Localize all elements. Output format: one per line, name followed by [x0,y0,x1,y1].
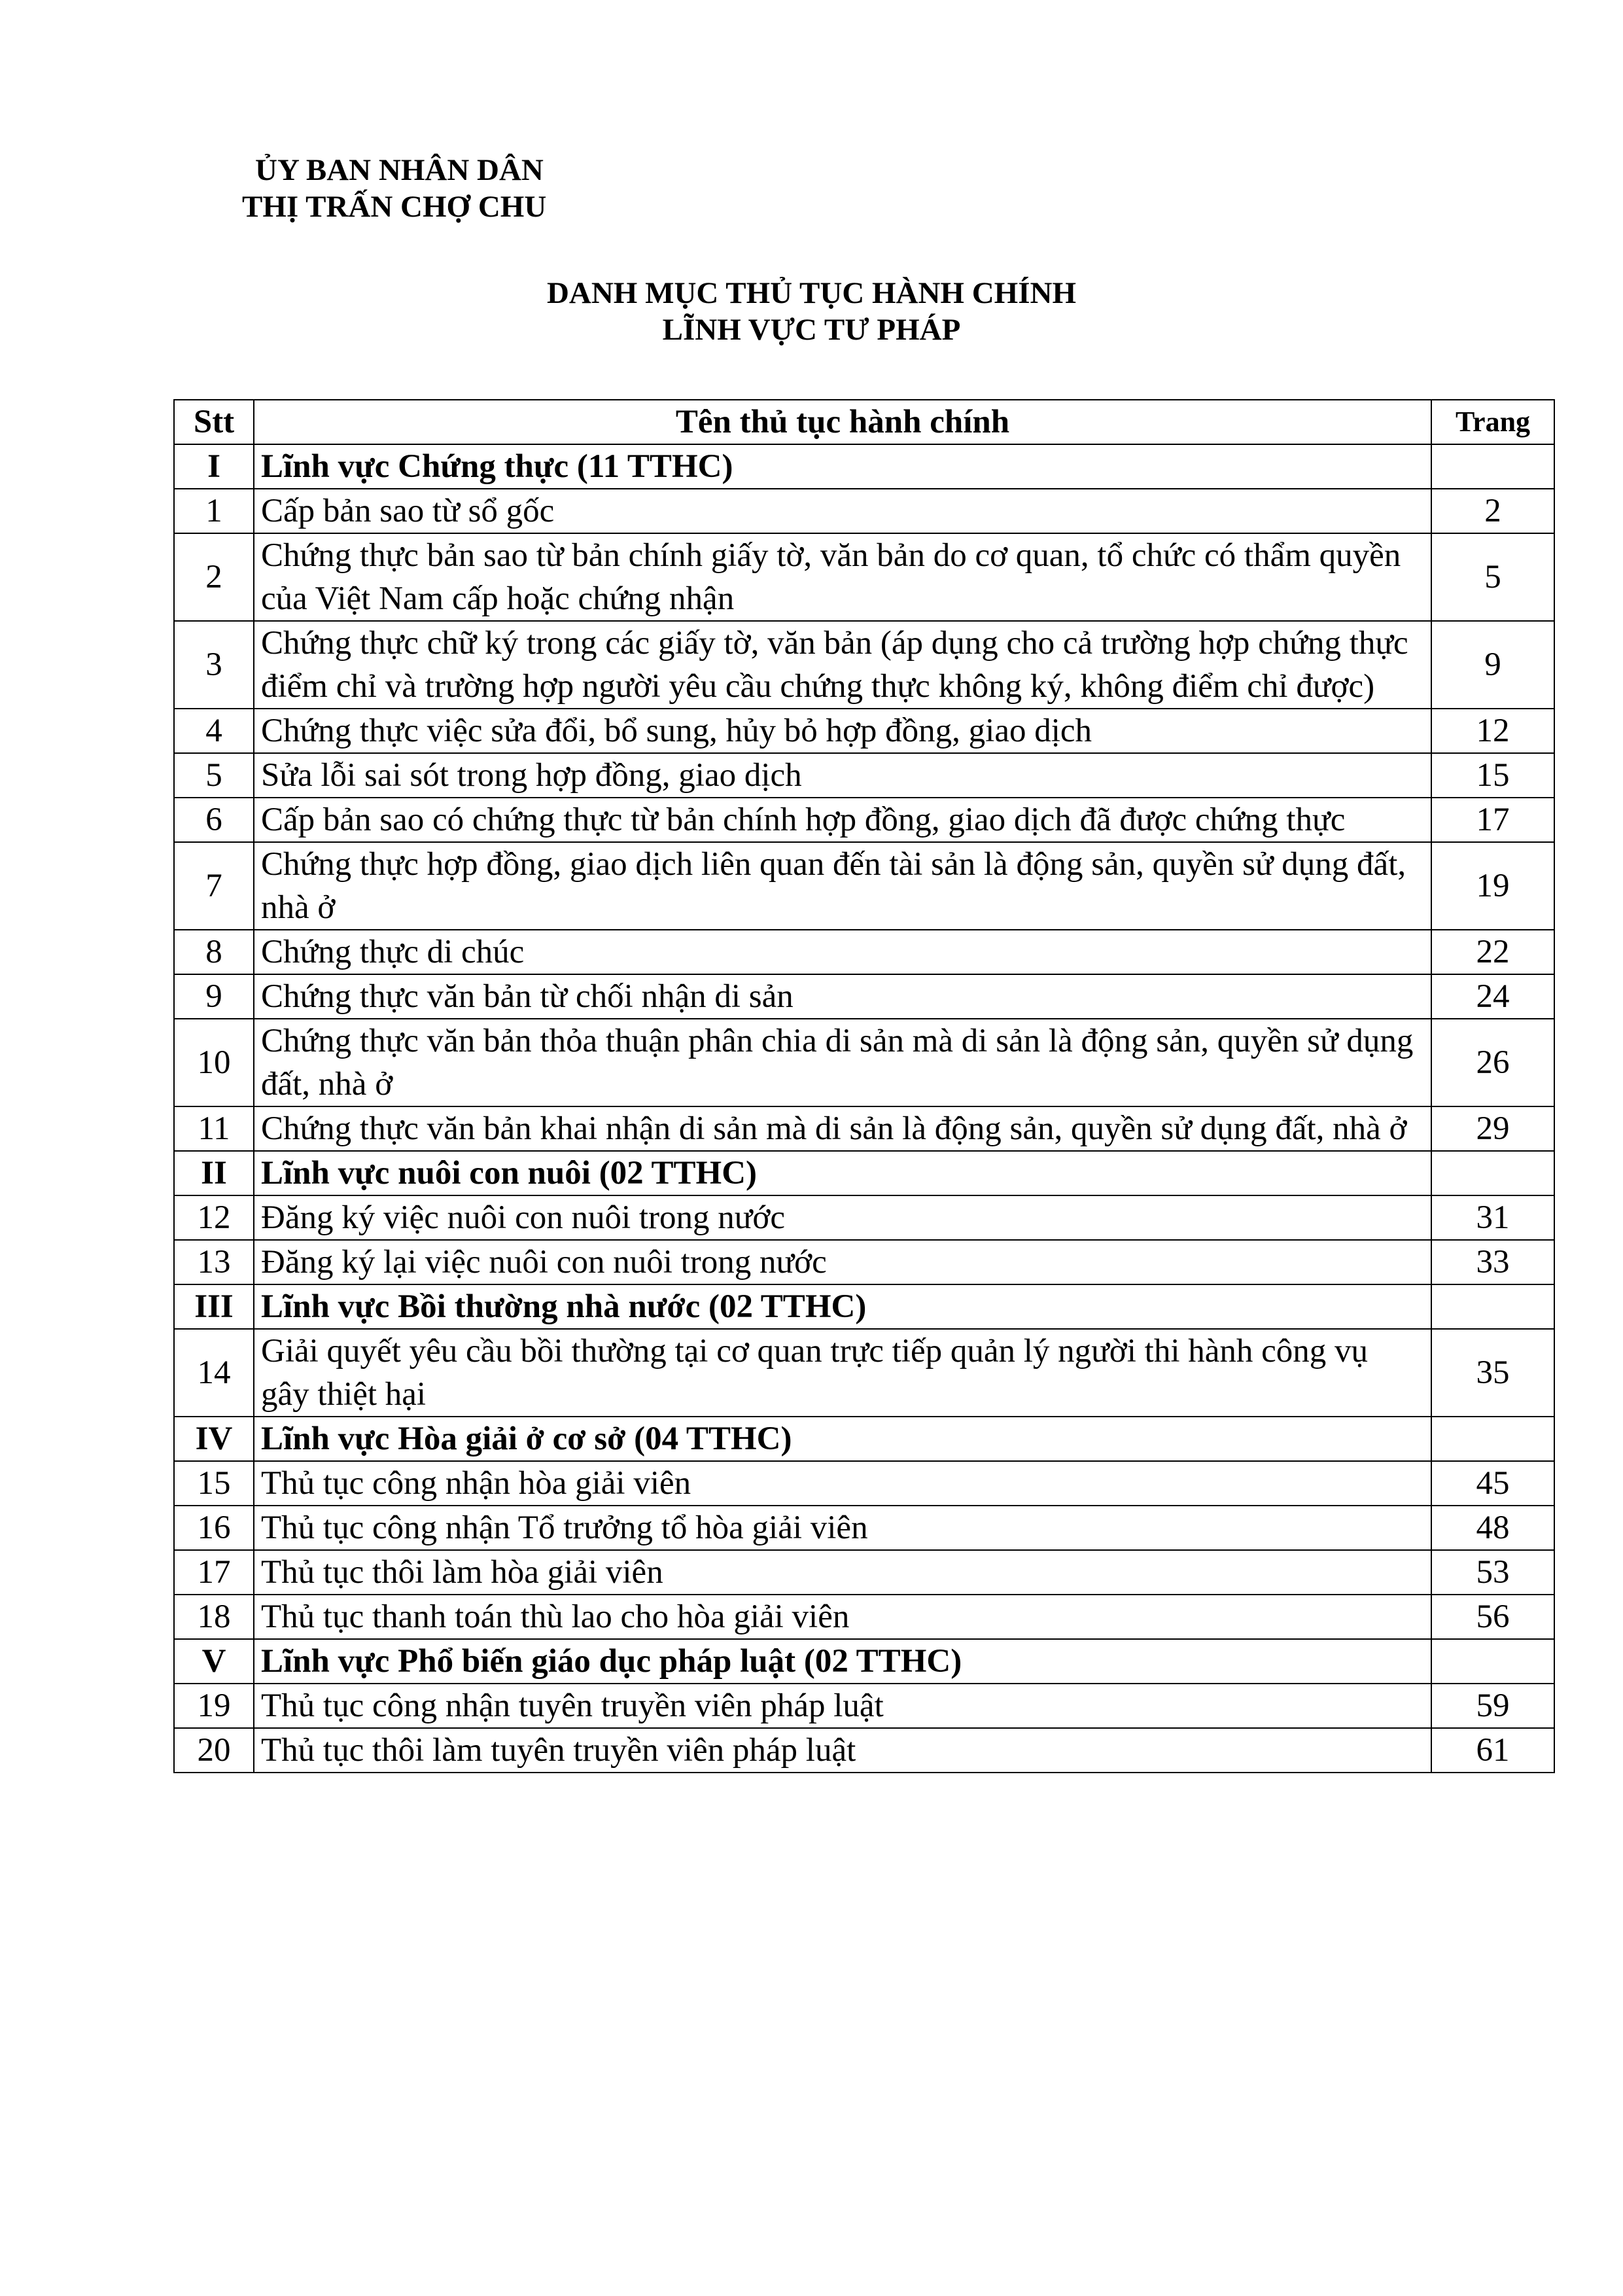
row-procedure-name: Chứng thực việc sửa đổi, bổ sung, hủy bỏ hợp đồng, giao dịch [254,709,1431,753]
table-body [174,444,1554,1773]
row-stt: V [174,1639,254,1684]
row-stt: 10 [174,1019,254,1106]
table-row [174,621,1554,709]
table-row [174,1240,1554,1284]
row-stt: 3 [174,621,254,709]
row-stt: 14 [174,1329,254,1417]
row-page: 48 [1431,1506,1554,1550]
table-row [174,1195,1554,1240]
row-procedure-name: Cấp bản sao từ sổ gốc [254,489,1431,533]
row-procedure-name: Thủ tục công nhận hòa giải viên [254,1461,1431,1506]
row-page: 19 [1431,842,1554,930]
section-row [174,1417,1554,1461]
row-stt: IV [174,1417,254,1461]
row-procedure-name: Chứng thực hợp đồng, giao dịch liên quan đến tài sản là động sản, quyền sử dụng đất, nhà ở [254,842,1431,930]
row-stt: 18 [174,1595,254,1639]
table-row [174,1019,1554,1106]
row-procedure-name: Chứng thực văn bản khai nhận di sản mà di sản là động sản, quyền sử dụng đất, nhà ở [254,1106,1431,1151]
row-stt: 20 [174,1728,254,1773]
table-row [174,1506,1554,1550]
table-row [174,1106,1554,1151]
row-procedure-name: Đăng ký lại việc nuôi con nuôi trong nước [254,1240,1431,1284]
row-page: 15 [1431,753,1554,798]
table-row [174,1550,1554,1595]
row-procedure-name: Chứng thực văn bản thỏa thuận phân chia di sản mà di sản là động sản, quyền sử dụng đất, nhà ở [254,1019,1431,1106]
row-stt: 15 [174,1461,254,1506]
row-page: 12 [1431,709,1554,753]
row-procedure-name: Chứng thực bản sao từ bản chính giấy tờ, văn bản do cơ quan, tổ chức có thẩm quyền của Việt Nam cấp hoặc chứng nhận [254,533,1431,621]
row-stt: 13 [174,1240,254,1284]
row-procedure-name: Lĩnh vực Bồi thường nhà nước (02 TTHC) [254,1284,1431,1329]
table-row [174,1329,1554,1417]
row-page: 17 [1431,798,1554,842]
row-page [1431,1639,1554,1684]
row-stt: 17 [174,1550,254,1595]
header-page: Trang [1431,400,1554,444]
row-stt: 5 [174,753,254,798]
row-page: 24 [1431,974,1554,1019]
row-procedure-name: Thủ tục thanh toán thù lao cho hòa giải viên [254,1595,1431,1639]
procedure-table [173,399,1555,1773]
table-row [174,974,1554,1019]
table-row [174,842,1554,930]
table-row [174,1461,1554,1506]
row-procedure-name: Thủ tục thôi làm tuyên truyền viên pháp luật [254,1728,1431,1773]
row-procedure-name: Đăng ký việc nuôi con nuôi trong nước [254,1195,1431,1240]
header-procedure-name: Tên thủ tục hành chính [254,400,1431,444]
row-stt: 19 [174,1684,254,1728]
table-header-row [174,400,1554,444]
row-page: 61 [1431,1728,1554,1773]
row-procedure-name: Lĩnh vực Phổ biến giáo dục pháp luật (02 TTHC) [254,1639,1431,1684]
row-page: 33 [1431,1240,1554,1284]
document-title [0,275,1623,348]
agency-line-1: ỦY BAN NHÂN DÂN [255,153,544,187]
section-row [174,1639,1554,1684]
title-line-1: DANH MỤC THỦ TỤC HÀNH CHÍNH [546,276,1077,310]
row-stt: 4 [174,709,254,753]
section-row [174,1151,1554,1195]
row-stt: 2 [174,533,254,621]
row-procedure-name: Sửa lỗi sai sót trong hợp đồng, giao dịch [254,753,1431,798]
row-procedure-name: Lĩnh vực nuôi con nuôi (02 TTHC) [254,1151,1431,1195]
issuing-agency [242,152,635,225]
section-row [174,444,1554,489]
row-procedure-name: Lĩnh vực Chứng thực (11 TTHC) [254,444,1431,489]
row-procedure-name: Thủ tục công nhận tuyên truyền viên pháp luật [254,1684,1431,1728]
row-page [1431,1284,1554,1329]
row-procedure-name: Chứng thực văn bản từ chối nhận di sản [254,974,1431,1019]
row-stt: 11 [174,1106,254,1151]
table-row [174,1595,1554,1639]
row-page: 53 [1431,1550,1554,1595]
row-page: 31 [1431,1195,1554,1240]
row-procedure-name: Thủ tục công nhận Tổ trưởng tổ hòa giải viên [254,1506,1431,1550]
row-procedure-name: Cấp bản sao có chứng thực từ bản chính hợp đồng, giao dịch đã được chứng thực [254,798,1431,842]
row-procedure-name: Giải quyết yêu cầu bồi thường tại cơ quan trực tiếp quản lý người thi hành công vụ gây thiệt hại [254,1329,1431,1417]
row-stt: III [174,1284,254,1329]
section-row [174,1284,1554,1329]
row-stt: I [174,444,254,489]
title-line-2: LĨNH VỰC TƯ PHÁP [662,313,961,347]
row-page: 22 [1431,930,1554,974]
row-stt: 6 [174,798,254,842]
row-stt: 9 [174,974,254,1019]
row-stt: 1 [174,489,254,533]
row-page: 45 [1431,1461,1554,1506]
table-row [174,930,1554,974]
table-row [174,489,1554,533]
row-procedure-name: Lĩnh vực Hòa giải ở cơ sở (04 TTHC) [254,1417,1431,1461]
table-row [174,709,1554,753]
row-page [1431,1417,1554,1461]
table-row [174,533,1554,621]
row-page: 59 [1431,1684,1554,1728]
row-page: 35 [1431,1329,1554,1417]
row-page [1431,444,1554,489]
row-procedure-name: Chứng thực di chúc [254,930,1431,974]
agency-line-2: THỊ TRẤN CHỢ CHU [242,190,547,224]
row-page [1431,1151,1554,1195]
row-page: 56 [1431,1595,1554,1639]
row-page: 5 [1431,533,1554,621]
row-procedure-name: Thủ tục thôi làm hòa giải viên [254,1550,1431,1595]
header-stt: Stt [174,400,254,444]
row-procedure-name: Chứng thực chữ ký trong các giấy tờ, văn bản (áp dụng cho cả trường hợp chứng thực điểm chỉ và trường hợp người yêu cầu chứng thực không ký, không điểm chỉ được) [254,621,1431,709]
row-stt: 12 [174,1195,254,1240]
row-page: 2 [1431,489,1554,533]
row-stt: 8 [174,930,254,974]
table-row [174,753,1554,798]
row-page: 26 [1431,1019,1554,1106]
row-stt: 16 [174,1506,254,1550]
table-row [174,1728,1554,1773]
row-stt: II [174,1151,254,1195]
table-row [174,1684,1554,1728]
row-page: 9 [1431,621,1554,709]
row-stt: 7 [174,842,254,930]
table-row [174,798,1554,842]
row-page: 29 [1431,1106,1554,1151]
